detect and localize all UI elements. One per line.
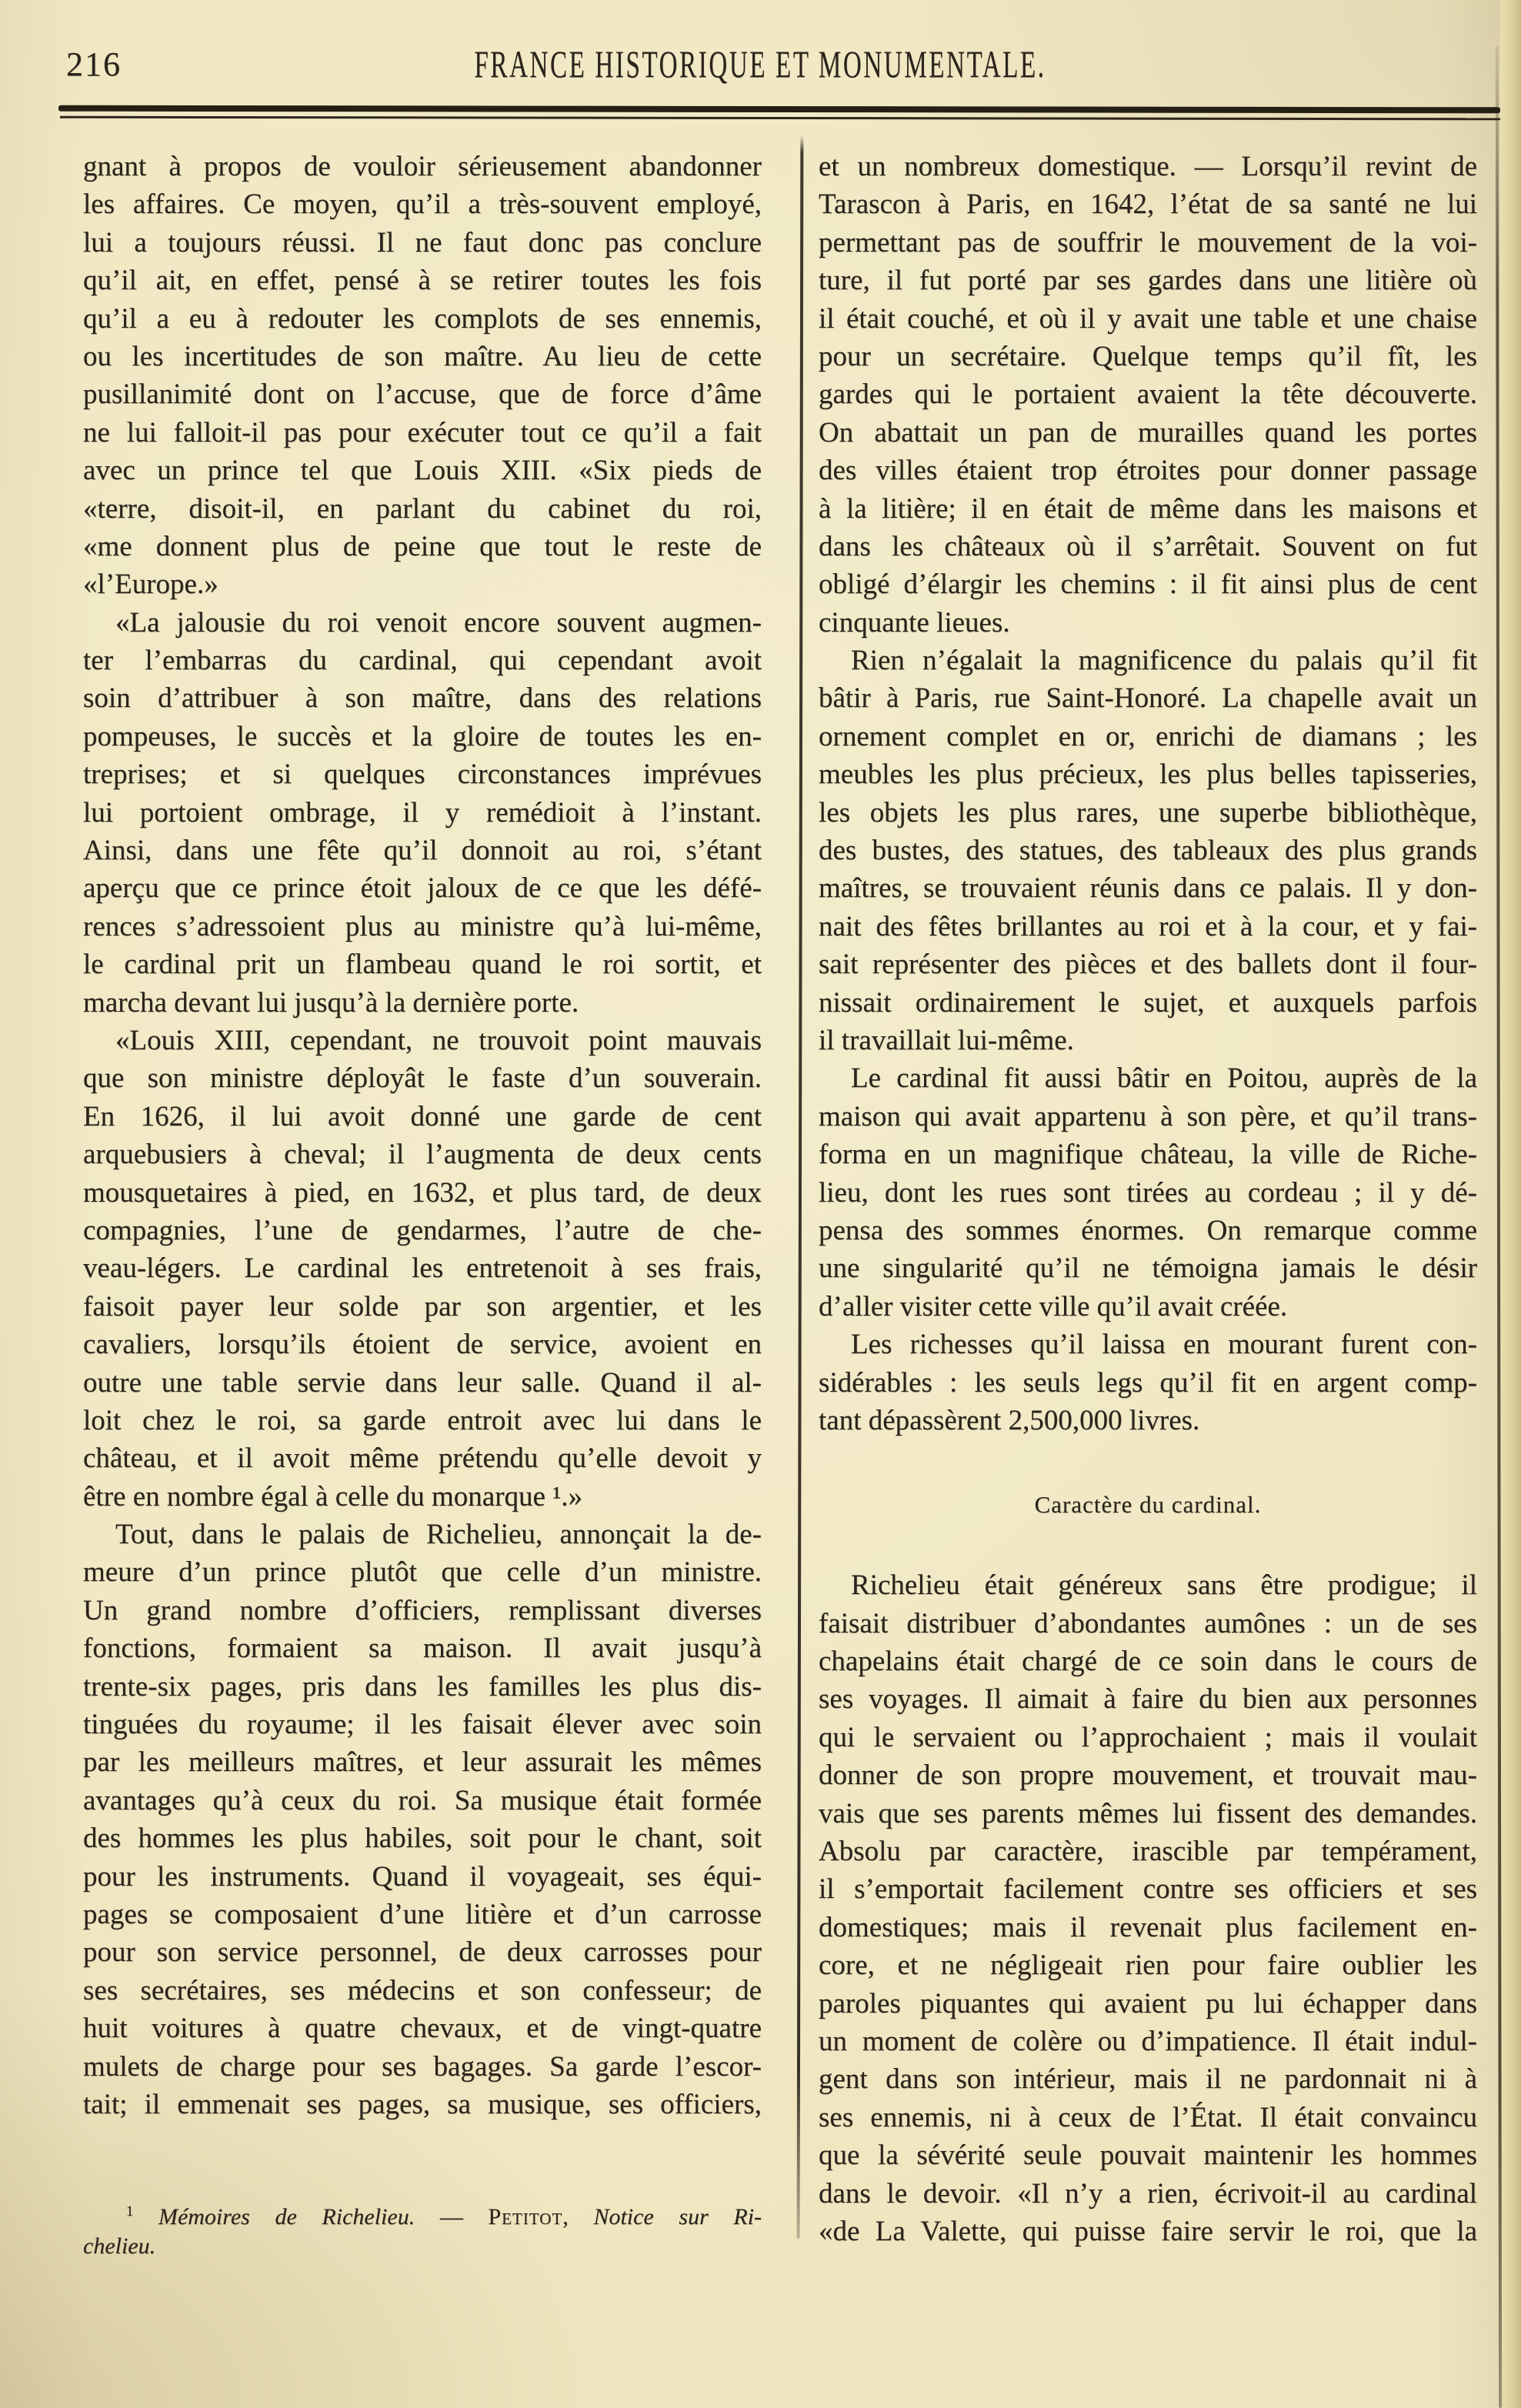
- text-line: le cardinal prit un flambeau quand le roi sortit, et: [83, 949, 762, 981]
- text-line: treprises; et si quelques circonstances imprévues: [83, 759, 762, 791]
- text-line: Les richesses qu’il laissa en mourant furent con-: [851, 1329, 1477, 1361]
- text-line: sait représenter des pièces et des ballets dont il four-: [819, 949, 1477, 981]
- text-line: «La jalousie du roi venoit encore souvent augmen-: [115, 606, 762, 639]
- text-line: Rien n’égalait la magnificence du palais qu’il fit: [851, 645, 1477, 677]
- right-column-text-bottom: [819, 1566, 1477, 2250]
- header-rule-thin: [60, 116, 1500, 121]
- page-edge-band: [1500, 0, 1521, 2408]
- text-line: cavaliers, lorsqu’ils étoient de service, avoient en: [83, 1329, 762, 1361]
- text-line: des hommes les plus habiles, soit pour le chant, soit: [83, 1823, 762, 1855]
- text-line: compagnies, l’une de gendarmes, l’autre de che-: [83, 1214, 762, 1246]
- text-line: par les meilleurs maîtres, et leur assurait les mêmes: [83, 1746, 762, 1779]
- text-line: Le cardinal fit aussi bâtir en Poitou, auprès de la: [851, 1062, 1477, 1095]
- text-line: gardes qui le portaient avaient la tête découverte.: [819, 379, 1477, 411]
- text-line: bâtir à Paris, rue Saint-Honoré. La chapelle avait un: [819, 682, 1477, 715]
- text-line: meubles les plus précieux, les plus belles tapisseries,: [819, 759, 1477, 791]
- text-line: trente-six pages, pris dans les familles les plus dis-: [83, 1670, 762, 1703]
- text-line: chelieu.: [83, 2233, 156, 2260]
- text-line: pour les instruments. Quand il voyageait, ses équi-: [83, 1860, 762, 1893]
- text-line: «de La Valette, qui puisse faire servir le roi, que la: [819, 2215, 1477, 2247]
- text-line: core, et ne négligeait rien pour faire oublier les: [819, 1949, 1477, 1982]
- left-column: [83, 148, 762, 2263]
- text-line: être en nombre égal à celle du monarque ¹.»: [83, 1480, 583, 1513]
- text-line: Absolu par caractère, irascible par tempérament,: [819, 1836, 1477, 1868]
- text-line: un moment de colère ou d’impatience. Il était indul-: [819, 2025, 1477, 2057]
- text-line: «l’Europe.»: [83, 569, 218, 601]
- text-line: donner de son propre mouvement, et trouvait mau-: [819, 1759, 1477, 1792]
- text-line: mousquetaires à pied, en 1632, et plus tard, de deux: [83, 1176, 762, 1209]
- text-line: il s’emportait facilement contre ses officiers et ses: [819, 1873, 1477, 1906]
- text-line: nissait ordinairement le sujet, et auxquels parfois: [819, 986, 1477, 1019]
- text-line: pompeuses, le succès et la gloire de toutes les en-: [83, 720, 762, 752]
- text-line: Un grand nombre d’officiers, remplissant diverses: [83, 1594, 762, 1626]
- text-line: des villes étaient trop étroites pour donner passage: [819, 455, 1477, 487]
- text-line: ture, il fut porté par ses gardes dans une litière où: [819, 265, 1477, 297]
- text-line: qu’il ait, en effet, pensé à se retirer toutes les fois: [83, 265, 762, 297]
- text-line: lui a toujours réussi. Il ne faut donc pas conclure: [83, 226, 762, 258]
- text-line: nait des fêtes brillantes au roi et à la cour, et y fai-: [819, 910, 1477, 942]
- text-line: il était couché, et où il y avait une table et une chaise: [819, 302, 1477, 335]
- text-line: permettant pas de souffrir le mouvement de la voi-: [819, 226, 1477, 258]
- text-line: marcha devant lui jusqu’à la dernière porte.: [83, 986, 579, 1019]
- text-line: lieu, dont les rues sont tirées au cordeau ; il y dé-: [819, 1176, 1477, 1209]
- text-line: loit chez le roi, sa garde entroit avec lui dans le: [83, 1404, 762, 1436]
- column-divider-rule: [797, 135, 804, 2239]
- text-line: maison qui avait appartenu à son père, et qu’il trans-: [819, 1100, 1477, 1132]
- text-line: avec un prince tel que Louis XIII. «Six pieds de: [83, 455, 762, 487]
- text-line: «Louis XIII, cependant, ne trouvoit point mauvais: [115, 1024, 762, 1056]
- text-line: que la sévérité seule pouvait maintenir les hommes: [819, 2140, 1477, 2172]
- page-number: 216: [66, 45, 122, 83]
- text-line: pensa des sommes énormes. On remarque comme: [819, 1214, 1477, 1246]
- text-line: cinquante lieues.: [819, 606, 1010, 639]
- text-line: soin d’attribuer à son maître, dans des relations: [83, 682, 762, 715]
- text-line: fonctions, formaient sa maison. Il avait jusqu’à: [83, 1633, 762, 1665]
- text-line: $^1$ Mémoires de Richelieu. — Petitot, Notice sur Ri-: [126, 2203, 762, 2230]
- text-line: qui le servaient ou l’approchaient ; mais il voulait: [819, 1721, 1477, 1753]
- text-line: à la litière; il en était de même dans les maisons et: [819, 492, 1477, 525]
- text-line: pour son service personnel, de deux carrosses pour: [83, 1936, 762, 1969]
- text-line: chapelains était chargé de ce soin dans le cours de: [819, 1646, 1477, 1678]
- header-rule-thick: [58, 105, 1500, 114]
- text-line: tant dépassèrent 2,500,000 livres.: [819, 1404, 1200, 1436]
- text-line: ses secrétaires, ses médecins et son confesseur; de: [83, 1974, 762, 2006]
- text-line: pages se composaient d’une litière et d’un carrosse: [83, 1898, 762, 1930]
- running-header: [0, 42, 1521, 86]
- text-line: rences s’adressoient plus au ministre qu’à lui-même,: [83, 910, 762, 942]
- text-line: ses voyages. Il aimait à faire du bien aux personnes: [819, 1683, 1477, 1716]
- running-header-title: FRANCE HISTORIQUE ET MONUMENTALE.: [474, 42, 1047, 85]
- text-line: arquebusiers à cheval; il l’augmenta de deux cents: [83, 1139, 762, 1171]
- left-column-text: [83, 148, 762, 2123]
- text-line: «me donnent plus de peine que tout le reste de: [83, 530, 762, 562]
- text-line: vais que ses parents mêmes lui fissent des demandes.: [819, 1797, 1477, 1829]
- footnote: [83, 2194, 762, 2263]
- text-line: huit voitures à quatre chevaux, et de vingt-quatre: [83, 2013, 762, 2045]
- text-line: les affaires. Ce moyen, qu’il a très-souvent employé,: [83, 188, 762, 221]
- text-line: et un nombreux domestique. — Lorsqu’il revint de: [819, 151, 1477, 182]
- text-line: Tarascon à Paris, en 1642, l’état de sa santé ne lui: [819, 188, 1477, 221]
- text-line: avantages qu’à ceux du roi. Sa musique était formée: [83, 1784, 762, 1816]
- text-line: pour un secrétaire. Quelque temps qu’il fît, les: [819, 340, 1477, 372]
- text-line: gent dans son intérieur, mais il ne pardonnait ni à: [819, 2063, 1477, 2096]
- text-line: ou les incertitudes de son maître. Au lieu de cette: [83, 340, 762, 372]
- text-line: qu’il a eu à redouter les complots de ses ennemis,: [83, 302, 762, 335]
- text-line: faisoit payer leur solde par son argentier, et les: [83, 1290, 762, 1322]
- text-line: Ainsi, dans une fête qu’il donnoit au roi, s’étant: [83, 835, 762, 867]
- text-line: Richelieu était généreux sans être prodigue; il: [851, 1569, 1477, 1602]
- right-column: [819, 148, 1477, 2250]
- text-line: dans le devoir. «Il n’y a rien, écrivoit-il au cardinal: [819, 2177, 1477, 2210]
- text-line: que son ministre déployât le faste d’un souverain.: [83, 1062, 762, 1095]
- text-line: une singularité qu’il ne témoigna jamais le désir: [819, 1252, 1477, 1285]
- text-line: il travaillait lui-même.: [819, 1024, 1074, 1056]
- text-line: domestiques; mais il revenait plus facilement en-: [819, 1911, 1477, 1943]
- text-line: maîtres, se trouvaient réunis dans ce palais. Il y don-: [819, 872, 1477, 905]
- text-line: tinguées du royaume; il les faisait élever avec soin: [83, 1709, 762, 1741]
- text-line: aperçu que ce prince étoit jaloux de ce que les défé-: [83, 872, 762, 905]
- text-line: les objets les plus rares, une superbe bibliothèque,: [819, 796, 1477, 829]
- text-line: des bustes, des statues, des tableaux des plus grands: [819, 835, 1477, 867]
- text-line: Tout, dans le palais de Richelieu, annonçait la de-: [115, 1519, 762, 1551]
- text-line: ornement complet en or, enrichi de diamans ; les: [819, 720, 1477, 752]
- text-line: outre une table servie dans leur salle. Quand il al-: [83, 1366, 762, 1399]
- text-line: ter l’embarras du cardinal, qui cependant avoit: [83, 645, 762, 677]
- text-line: gnant à propos de vouloir sérieusement abandonner: [83, 151, 762, 182]
- text-line: tait; il emmenait ses pages, sa musique, ses officiers,: [83, 2088, 762, 2120]
- text-line: d’aller visiter cette ville qu’il avait créée.: [819, 1290, 1288, 1322]
- right-column-text-top: [819, 148, 1477, 1439]
- text-line: paroles piquantes qui avaient pu lui échapper dans: [819, 1987, 1477, 2019]
- text-line: faisait distribuer d’abondantes aumônes : un de ses: [819, 1607, 1477, 1639]
- text-line: château, et il avoit même prétendu qu’elle devoit y: [83, 1442, 762, 1475]
- text-line: ne lui falloit-il pas pour exécuter tout ce qu’il a fait: [83, 416, 762, 449]
- text-line: sidérables : les seuls legs qu’il fit en argent comp-: [819, 1366, 1477, 1399]
- text-line: obligé d’élargir les chemins : il fit ainsi plus de cent: [819, 569, 1477, 601]
- section-heading: Caractère du cardinal.: [1034, 1491, 1262, 1519]
- text-line: En 1626, il lui avoit donné une garde de cent: [83, 1100, 762, 1132]
- text-line: «terre, disoit-il, en parlant du cabinet du roi,: [83, 492, 762, 525]
- text-line: lui portoient ombrage, il y remédioit à l’instant.: [83, 796, 762, 829]
- text-line: forma en un magnifique château, la ville de Riche-: [819, 1139, 1477, 1171]
- text-line: ses ennemis, ni à ceux de l’État. Il était convaincu: [819, 2101, 1477, 2133]
- text-line: pusillanimité dont on l’accuse, que de force d’âme: [83, 379, 762, 411]
- text-line: On abattait un pan de murailles quand les portes: [819, 416, 1477, 449]
- text-line: dans les châteaux où il s’arrêtait. Souvent on fut: [819, 530, 1477, 562]
- text-line: mulets de charge pour ses bagages. Sa garde l’escor-: [83, 2050, 762, 2083]
- text-line: meure d’un prince plutôt que celle d’un ministre.: [83, 1556, 762, 1589]
- text-line: veau-légers. Le cardinal les entretenoit à ses frais,: [83, 1252, 762, 1285]
